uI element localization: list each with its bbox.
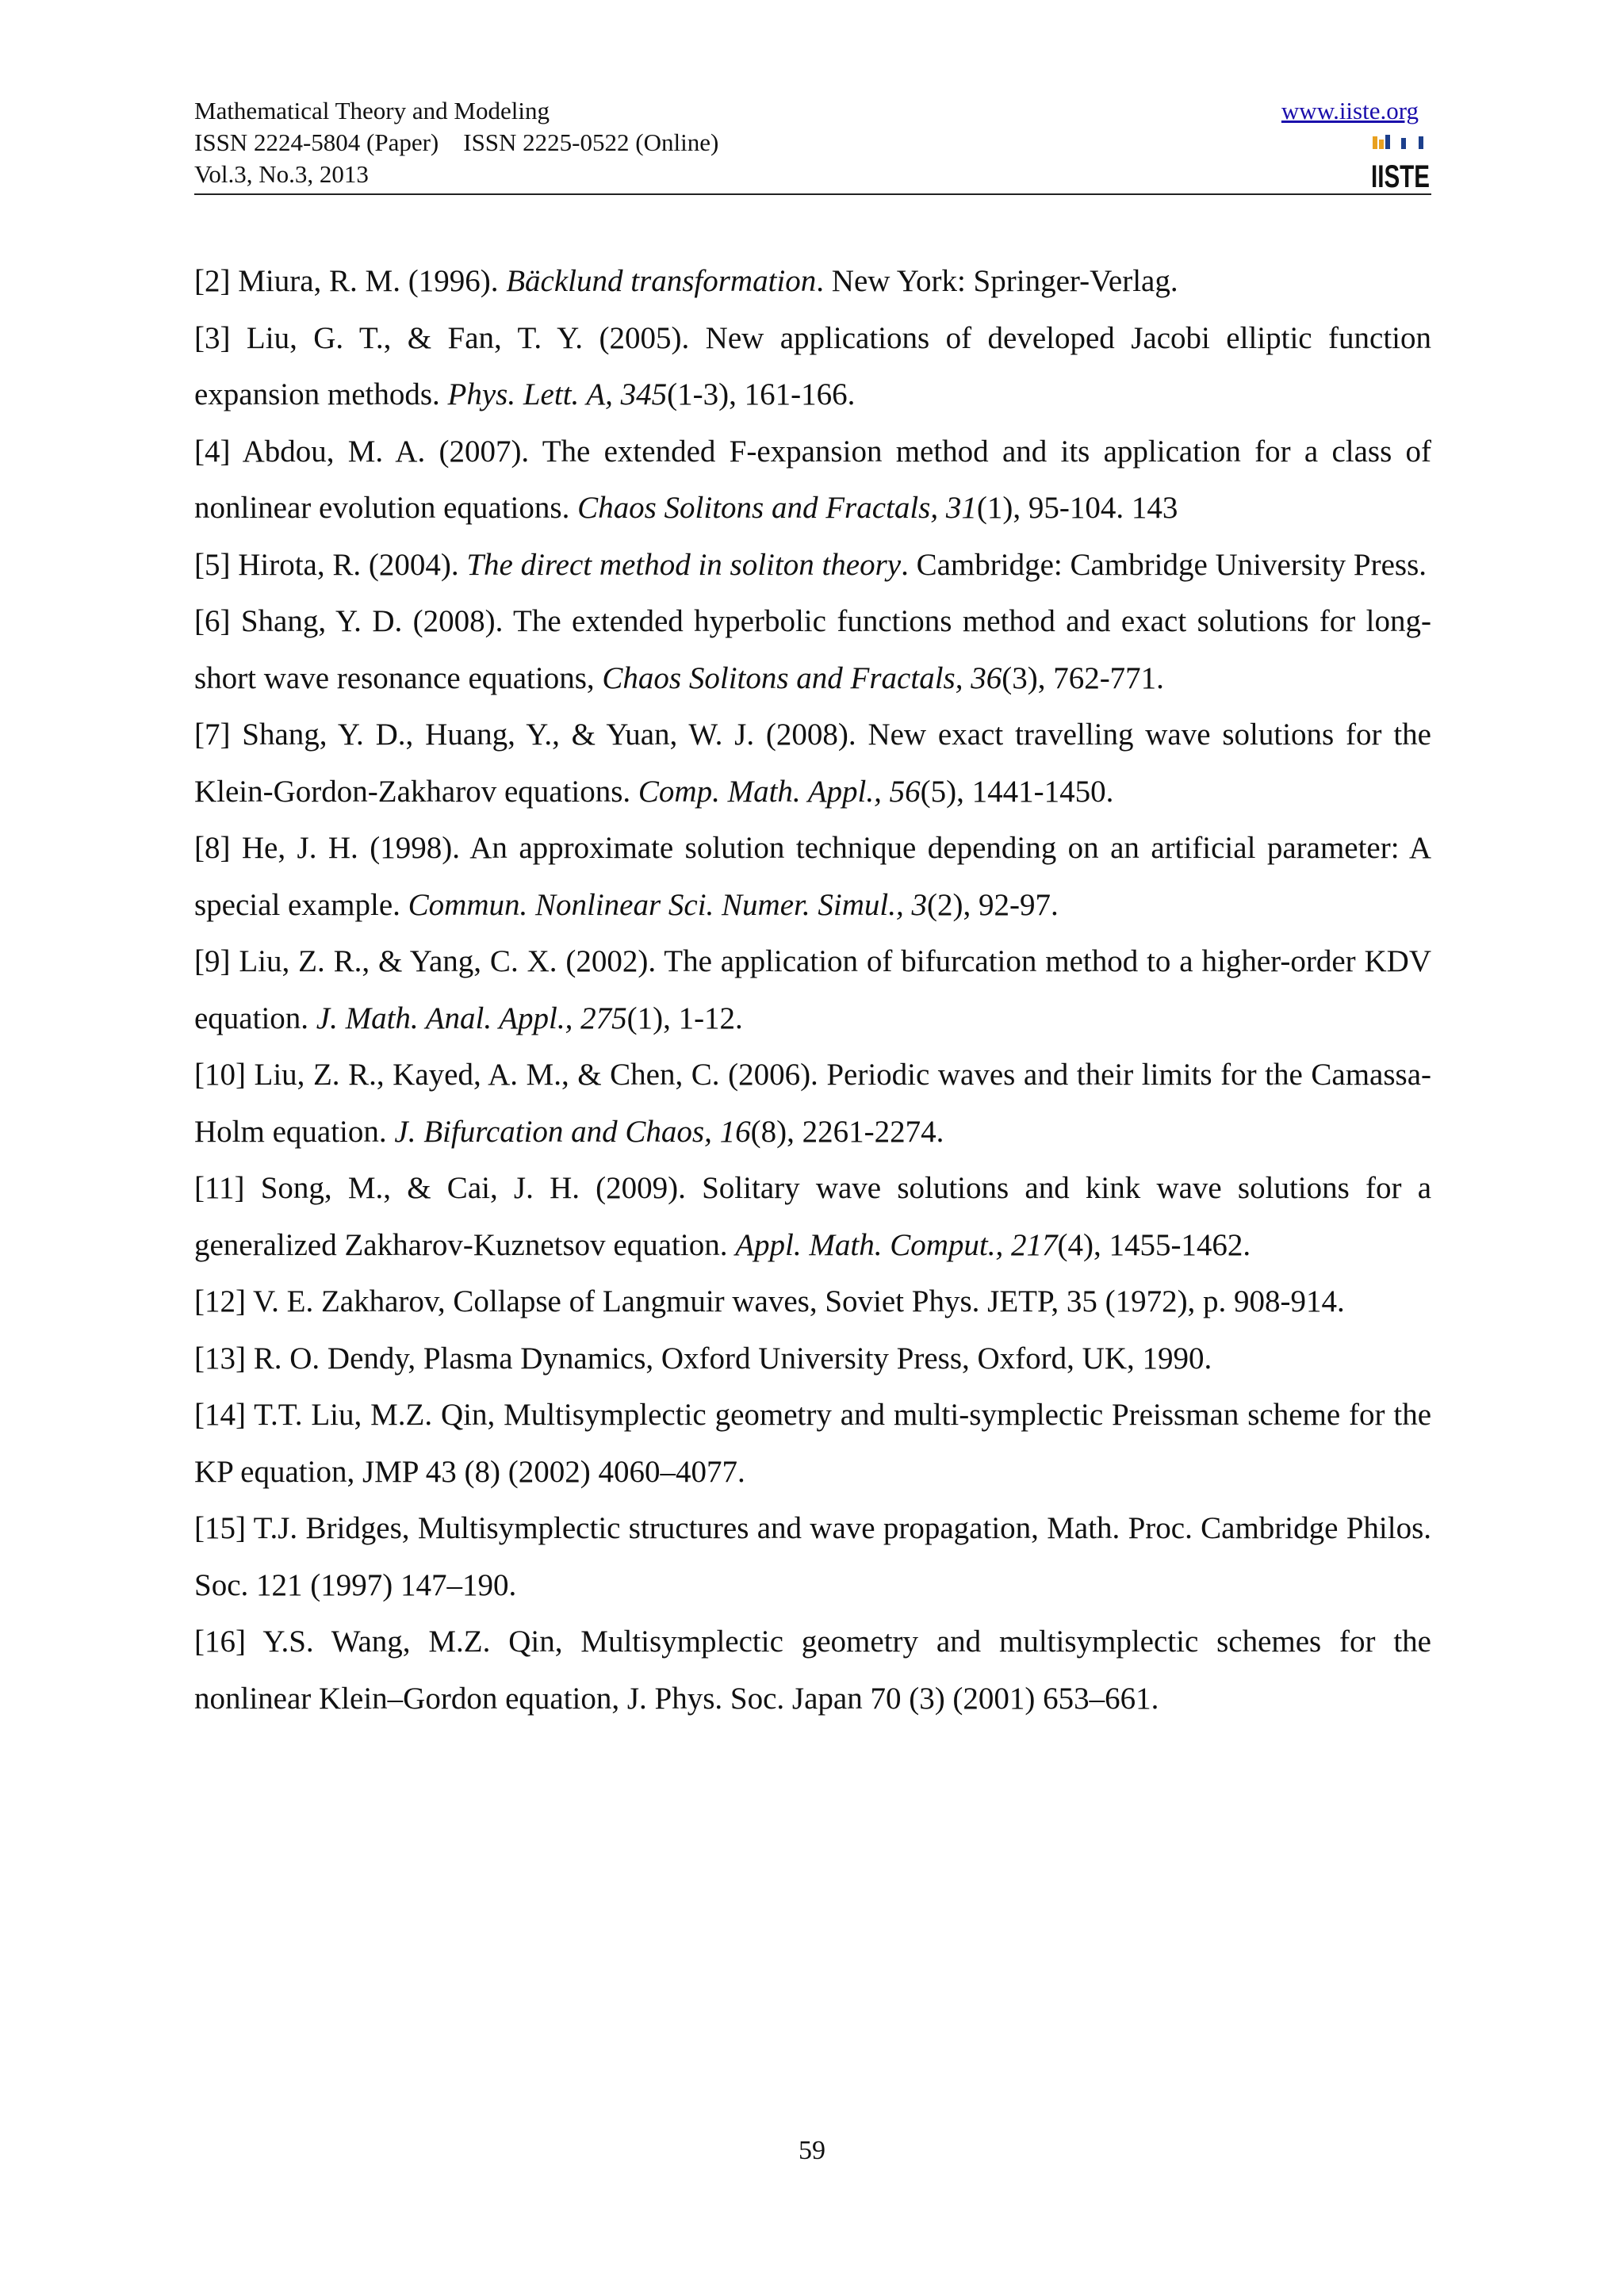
reference-italic-text: Chaos Solitons and Fractals, 36 xyxy=(602,660,1002,695)
page-number: 59 xyxy=(799,2136,825,2165)
reference-text: . Cambridge: Cambridge University Press. xyxy=(901,547,1427,582)
reference-italic-text: Appl. Math. Comput., 217 xyxy=(735,1227,1058,1262)
reference-text: [7] Shang, Y. D., Huang, Y., & Yuan, W. J. (2008). New exact travelling wave solutions for the Klein-Gordon-Zakharov equations. xyxy=(194,718,1431,809)
reference-text: [2] Miura, R. M. (1996). xyxy=(194,264,507,298)
reference-italic-text: Bäcklund transformation xyxy=(506,264,817,298)
reference-ref-10 xyxy=(194,1047,1431,1160)
reference-text: [15] T.J. Bridges, Multisymplectic structures and wave propagation, Math. Proc. Cambridge Philos. Soc. 121 (1997) 147–190. xyxy=(194,1511,1431,1602)
reference-text: [9] Liu, Z. R., & Yang, C. X. (2002). The application of bifurcation method to a higher-order KDV equation. xyxy=(194,944,1431,1035)
reference-ref-12 xyxy=(194,1273,1431,1330)
reference-text: [10] Liu, Z. R., Kayed, A. M., & Chen, C. (2006). Periodic waves and their limits for the Camassa-Holm equation. xyxy=(194,1058,1431,1149)
iiste-logo xyxy=(1369,133,1431,192)
reference-ref-3 xyxy=(194,310,1431,423)
reference-text: [12] V. E. Zakharov, Collapse of Langmuir waves, Soviet Phys. JETP, 35 (1972), p. 908-914. xyxy=(194,1284,1345,1318)
reference-text: [4] Abdou, M. A. (2007). The extended F-expansion method and its application for a class of nonlinear evolution equations. xyxy=(194,434,1431,525)
reference-text: (2), 92-97. xyxy=(926,887,1059,922)
logo-text: IISTE xyxy=(1371,159,1430,194)
reference-italic-text: The direct method in soliton theory xyxy=(466,547,902,582)
journal-name: Mathematical Theory and Modeling xyxy=(194,97,550,124)
reference-italic-text: Comp. Math. Appl., 56 xyxy=(638,774,921,809)
reference-ref-2 xyxy=(194,253,1431,310)
reference-ref-5 xyxy=(194,537,1431,594)
reference-ref-15 xyxy=(194,1500,1431,1613)
reference-ref-11 xyxy=(194,1160,1431,1273)
reference-ref-13 xyxy=(194,1330,1431,1387)
references-list xyxy=(194,253,1431,1727)
reference-text: [8] He, J. H. (1998). An approximate solution technique depending on an artificial parameter: A special example. xyxy=(194,831,1431,922)
reference-text: (1), 95-104. 143 xyxy=(976,491,1178,525)
reference-text: [16] Y.S. Wang, M.Z. Qin, Multisymplectic geometry and multisymplectic schemes for the nonlinear Klein–Gordon equation, J. Phys. Soc. Japan 70 (3) (2001) 653–661. xyxy=(194,1624,1431,1716)
reference-text: [13] R. O. Dendy, Plasma Dynamics, Oxford University Press, Oxford, UK, 1990. xyxy=(194,1341,1212,1376)
reference-text: (3), 762-771. xyxy=(1002,660,1164,695)
reference-ref-9 xyxy=(194,933,1431,1047)
reference-ref-7 xyxy=(194,706,1431,820)
reference-ref-16 xyxy=(194,1613,1431,1727)
issn-line: ISSN 2224-5804 (Paper) ISSN 2225-0522 (Online) xyxy=(194,128,719,156)
reference-text: [11] Song, M., & Cai, J. H. (2009). Solitary wave solutions and kink wave solutions for a generalized Zakharov-Kuznetsov equation. xyxy=(194,1171,1431,1262)
reference-text: [6] Shang, Y. D. (2008). The extended hyperbolic functions method and exact solutions for long-short wave resonance equations, xyxy=(194,604,1431,695)
reference-text: (4), 1455-1462. xyxy=(1057,1227,1251,1262)
reference-italic-text: J. Bifurcation and Chaos, 16 xyxy=(394,1114,751,1149)
reference-italic-text: Chaos Solitons and Fractals, 31 xyxy=(577,491,977,525)
website-link[interactable]: www.iiste.org xyxy=(1281,97,1419,124)
reference-ref-6 xyxy=(194,593,1431,706)
reference-text: (1), 1-12. xyxy=(626,1001,743,1035)
reference-text: [5] Hirota, R. (2004). xyxy=(194,547,467,582)
reference-italic-text: J. Math. Anal. Appl., 275 xyxy=(316,1001,627,1035)
reference-italic-text: Phys. Lett. A, 345 xyxy=(447,377,668,411)
reference-ref-8 xyxy=(194,820,1431,933)
reference-text: [14] T.T. Liu, M.Z. Qin, Multisymplectic geometry and multi-symplectic Preissman scheme for the KP equation, JMP 43 (8) (2002) 4060–4077. xyxy=(194,1398,1431,1489)
reference-text: . New York: Springer-Verlag. xyxy=(816,264,1178,298)
reference-text: (5), 1441-1450. xyxy=(920,774,1114,809)
reference-text: (8), 2261-2274. xyxy=(750,1114,944,1149)
reference-italic-text: Commun. Nonlinear Sci. Numer. Simul., 3 xyxy=(408,887,927,922)
reference-ref-14 xyxy=(194,1387,1431,1500)
reference-text: (1-3), 161-166. xyxy=(667,377,856,411)
reference-ref-4 xyxy=(194,423,1431,537)
page-header xyxy=(194,95,1431,195)
reference-text: [3] Liu, G. T., & Fan, T. Y. (2005). New applications of developed Jacobi elliptic function expansion methods. xyxy=(194,320,1431,411)
volume-line: Vol.3, No.3, 2013 xyxy=(194,160,369,188)
